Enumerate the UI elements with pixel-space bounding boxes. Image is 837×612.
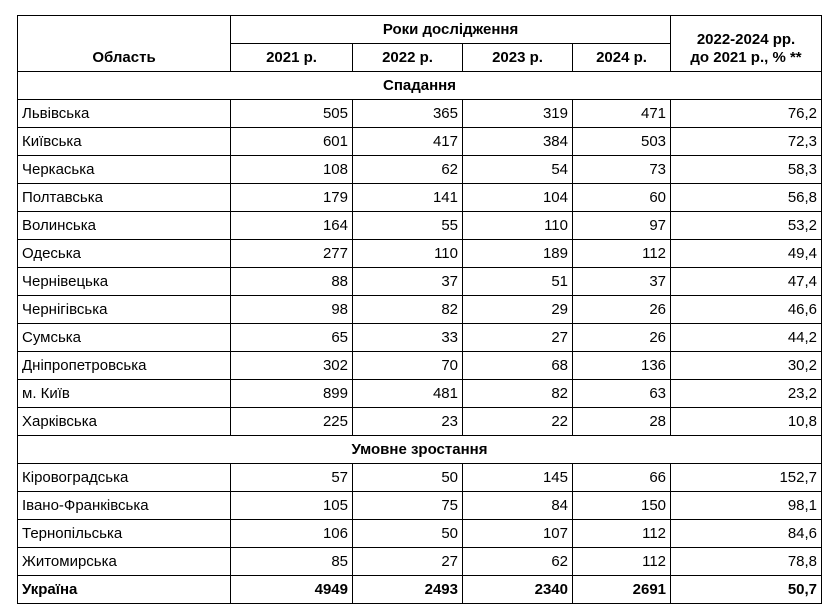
value-cell-2021: 108: [231, 156, 353, 184]
value-cell-2021: 106: [231, 520, 353, 548]
year-header-2022: 2022 р.: [353, 44, 463, 72]
table-row: [18, 296, 822, 324]
value-cell-2021: 88: [231, 268, 353, 296]
value-cell-2021: 4949: [231, 576, 353, 604]
value-cell-2022: 365: [353, 100, 463, 128]
value-cell-2024: 112: [573, 240, 671, 268]
value-cell-2024: 112: [573, 548, 671, 576]
ratio-cell: 49,4: [671, 240, 822, 268]
value-cell-2023: 2340: [463, 576, 573, 604]
section-row-decline: [18, 72, 822, 100]
table-row: [18, 324, 822, 352]
value-cell-2022: 417: [353, 128, 463, 156]
value-cell-2022: 50: [353, 464, 463, 492]
value-cell-2024: 471: [573, 100, 671, 128]
ratio-cell: 72,3: [671, 128, 822, 156]
ratio-cell: 47,4: [671, 268, 822, 296]
ratio-cell: 56,8: [671, 184, 822, 212]
region-name-cell: Чернівецька: [18, 268, 231, 296]
table-row: [18, 548, 822, 576]
region-name-cell: Україна: [18, 576, 231, 604]
value-cell-2022: 481: [353, 380, 463, 408]
value-cell-2022: 33: [353, 324, 463, 352]
value-cell-2024: 66: [573, 464, 671, 492]
value-cell-2023: 51: [463, 268, 573, 296]
region-name-cell: Кіровоградська: [18, 464, 231, 492]
value-cell-2023: 84: [463, 492, 573, 520]
value-cell-2023: 82: [463, 380, 573, 408]
value-cell-2022: 62: [353, 156, 463, 184]
value-cell-2021: 277: [231, 240, 353, 268]
value-cell-2021: 505: [231, 100, 353, 128]
ratio-cell: 58,3: [671, 156, 822, 184]
ratio-cell: 30,2: [671, 352, 822, 380]
ratio-cell: 44,2: [671, 324, 822, 352]
region-name-cell: Сумська: [18, 324, 231, 352]
year-header-2023: 2023 р.: [463, 44, 573, 72]
table-row: [18, 156, 822, 184]
ratio-header-line2: до 2021 р., % **: [690, 49, 802, 66]
value-cell-2024: 60: [573, 184, 671, 212]
value-cell-2024: 37: [573, 268, 671, 296]
value-cell-2024: 26: [573, 296, 671, 324]
value-cell-2024: 503: [573, 128, 671, 156]
table-row: [18, 212, 822, 240]
table-row: [18, 520, 822, 548]
value-cell-2022: 55: [353, 212, 463, 240]
region-name-cell: Київська: [18, 128, 231, 156]
section-label-growth: Умовне зростання: [18, 436, 822, 464]
value-cell-2022: 82: [353, 296, 463, 324]
region-name-cell: Дніпропетровська: [18, 352, 231, 380]
value-cell-2021: 65: [231, 324, 353, 352]
table-row: [18, 128, 822, 156]
value-cell-2022: 50: [353, 520, 463, 548]
ratio-cell: 98,1: [671, 492, 822, 520]
ratio-cell: 50,7: [671, 576, 822, 604]
years-group-header: Роки дослідження: [231, 16, 671, 44]
region-name-cell: Львівська: [18, 100, 231, 128]
value-cell-2022: 70: [353, 352, 463, 380]
value-cell-2024: 112: [573, 520, 671, 548]
region-name-cell: Харківська: [18, 408, 231, 436]
value-cell-2024: 136: [573, 352, 671, 380]
value-cell-2021: 179: [231, 184, 353, 212]
value-cell-2021: 302: [231, 352, 353, 380]
value-cell-2023: 104: [463, 184, 573, 212]
value-cell-2021: 164: [231, 212, 353, 240]
value-cell-2021: 98: [231, 296, 353, 324]
ratio-cell: 46,6: [671, 296, 822, 324]
value-cell-2021: 85: [231, 548, 353, 576]
ratio-header-line1: 2022-2024 рр.: [696, 31, 796, 48]
value-cell-2024: 2691: [573, 576, 671, 604]
table-row: [18, 380, 822, 408]
year-header-2024: 2024 р.: [573, 44, 671, 72]
region-name-cell: Тернопільська: [18, 520, 231, 548]
table-row: [18, 464, 822, 492]
ratio-cell: 23,2: [671, 380, 822, 408]
region-name-cell: м. Київ: [18, 380, 231, 408]
table-row: [18, 100, 822, 128]
value-cell-2023: 319: [463, 100, 573, 128]
value-cell-2023: 22: [463, 408, 573, 436]
region-column-header: Область: [18, 16, 231, 72]
value-cell-2024: 28: [573, 408, 671, 436]
region-name-cell: Волинська: [18, 212, 231, 240]
region-name-cell: Одеська: [18, 240, 231, 268]
region-name-cell: Івано-Франківська: [18, 492, 231, 520]
value-cell-2024: 150: [573, 492, 671, 520]
value-cell-2022: 27: [353, 548, 463, 576]
value-cell-2024: 97: [573, 212, 671, 240]
value-cell-2024: 73: [573, 156, 671, 184]
ratio-cell: 78,8: [671, 548, 822, 576]
ratio-cell: 152,7: [671, 464, 822, 492]
region-name-cell: Чернігівська: [18, 296, 231, 324]
table-row: [18, 352, 822, 380]
value-cell-2021: 899: [231, 380, 353, 408]
value-cell-2023: 27: [463, 324, 573, 352]
table-body: [18, 72, 822, 604]
ratio-column-header: [671, 16, 822, 72]
value-cell-2023: 62: [463, 548, 573, 576]
region-statistics-table: [17, 15, 822, 604]
ratio-cell: 10,8: [671, 408, 822, 436]
value-cell-2021: 57: [231, 464, 353, 492]
value-cell-2023: 68: [463, 352, 573, 380]
table-row: [18, 408, 822, 436]
value-cell-2023: 110: [463, 212, 573, 240]
value-cell-2023: 189: [463, 240, 573, 268]
value-cell-2022: 75: [353, 492, 463, 520]
section-label-decline: Спадання: [18, 72, 822, 100]
year-header-2021: 2021 р.: [231, 44, 353, 72]
value-cell-2023: 145: [463, 464, 573, 492]
value-cell-2022: 141: [353, 184, 463, 212]
value-cell-2021: 105: [231, 492, 353, 520]
value-cell-2021: 601: [231, 128, 353, 156]
ratio-cell: 53,2: [671, 212, 822, 240]
table-row: [18, 492, 822, 520]
value-cell-2024: 63: [573, 380, 671, 408]
table-row: [18, 184, 822, 212]
value-cell-2022: 23: [353, 408, 463, 436]
region-name-cell: Житомирська: [18, 548, 231, 576]
section-row-growth: [18, 436, 822, 464]
value-cell-2022: 2493: [353, 576, 463, 604]
ratio-cell: 84,6: [671, 520, 822, 548]
value-cell-2023: 107: [463, 520, 573, 548]
value-cell-2023: 54: [463, 156, 573, 184]
value-cell-2024: 26: [573, 324, 671, 352]
value-cell-2023: 384: [463, 128, 573, 156]
table-row: [18, 240, 822, 268]
value-cell-2022: 110: [353, 240, 463, 268]
value-cell-2023: 29: [463, 296, 573, 324]
value-cell-2022: 37: [353, 268, 463, 296]
table-row: [18, 268, 822, 296]
ratio-cell: 76,2: [671, 100, 822, 128]
value-cell-2021: 225: [231, 408, 353, 436]
region-name-cell: Полтавська: [18, 184, 231, 212]
total-row: [18, 576, 822, 604]
region-name-cell: Черкаська: [18, 156, 231, 184]
